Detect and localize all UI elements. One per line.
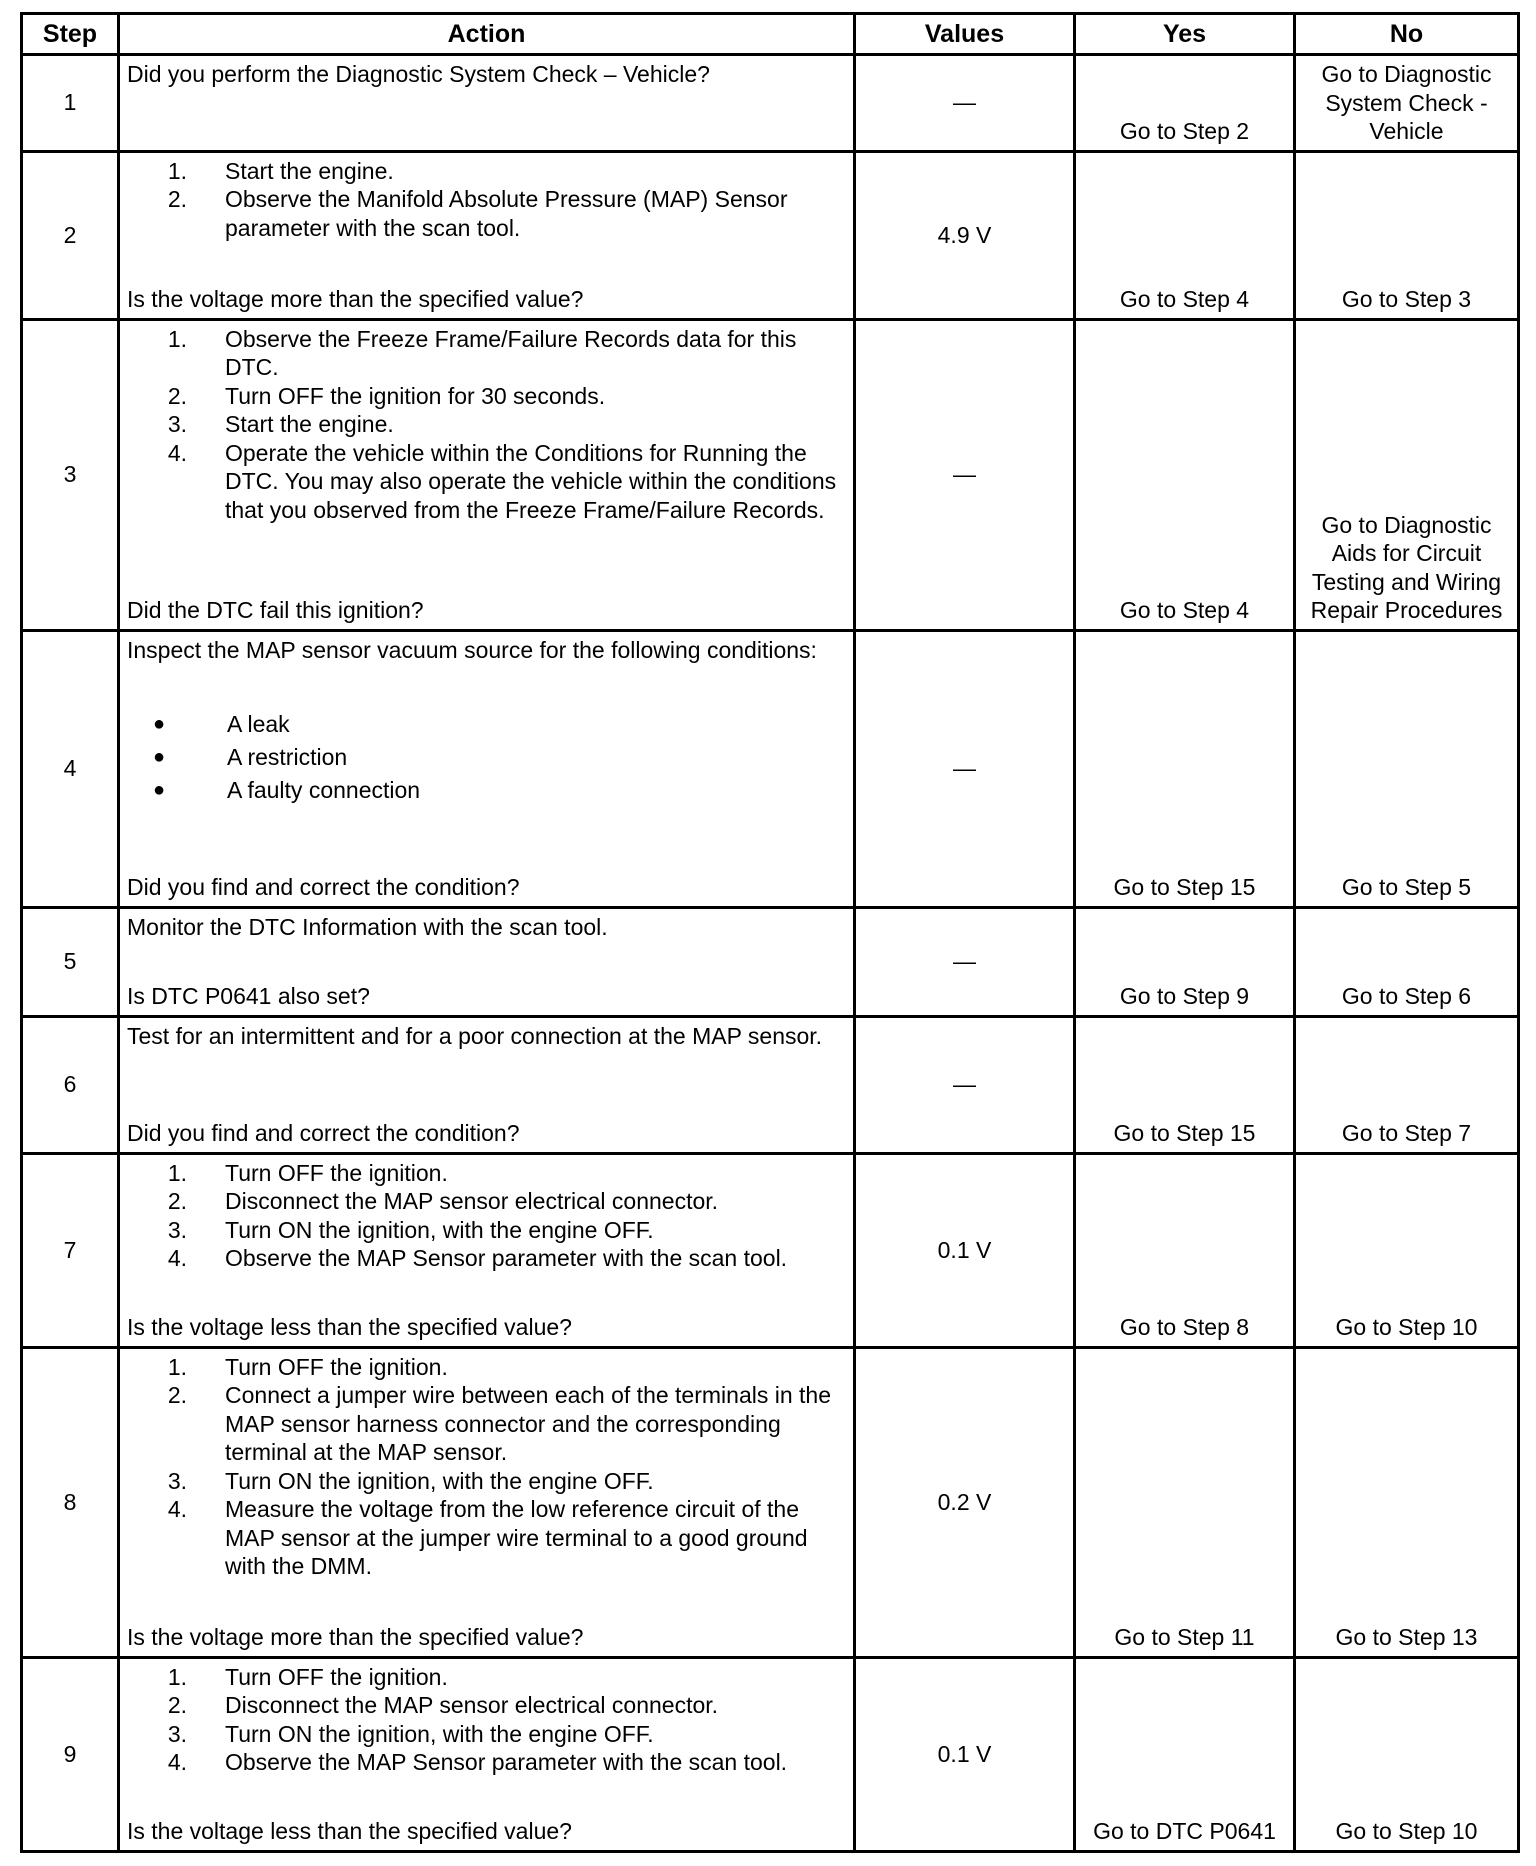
step-number: 2: [22, 151, 119, 319]
action-cell: [119, 630, 855, 907]
value-cell: 4.9 V: [855, 151, 1075, 319]
header-yes: Yes: [1075, 14, 1295, 55]
value-cell: 0.1 V: [855, 1657, 1075, 1851]
table-row: [22, 630, 1519, 907]
list-item: ● A faulty connection: [152, 777, 421, 803]
step-number: 6: [22, 1016, 119, 1153]
yes-cell: Go to Step 8: [1075, 1153, 1295, 1347]
value-cell: 0.1 V: [855, 1153, 1075, 1347]
diagnostic-table: [20, 12, 1520, 1853]
yes-cell: Go to Step 9: [1075, 907, 1295, 1016]
list-item: 4. Observe the MAP Sensor parameter with the scan tool.: [167, 1749, 788, 1775]
yes-cell: Go to Step 15: [1075, 630, 1295, 907]
step-number: 7: [22, 1153, 119, 1347]
action-cell: [119, 1347, 855, 1657]
table-header-row: [22, 14, 1519, 55]
action-cell: [119, 1657, 855, 1851]
list-item: 1. Turn OFF the ignition.: [167, 1353, 448, 1380]
table-row: [22, 1016, 1519, 1153]
no-cell: Go to Step 6: [1295, 907, 1519, 1016]
action-question: Is the voltage less than the specified value?: [127, 1818, 572, 1844]
list-item: 3. Turn ON the ignition, with the engine OFF.: [167, 1720, 654, 1747]
yes-cell: Go to Step 15: [1075, 1016, 1295, 1153]
table-row: [22, 1153, 1519, 1347]
no-cell: Go to Step 10: [1295, 1657, 1519, 1851]
action-steps: [127, 1353, 846, 1581]
yes-cell: Go to Step 4: [1075, 319, 1295, 630]
value-cell: —: [855, 55, 1075, 152]
action-question: Did you find and correct the condition?: [127, 1120, 520, 1146]
list-item: 2. Turn OFF the ignition for 30 seconds.: [167, 382, 606, 409]
action-intro: Test for an intermittent and for a poor connection at the MAP sensor.: [127, 1022, 823, 1049]
list-item: 1. Turn OFF the ignition.: [167, 1663, 448, 1690]
step-number: 8: [22, 1347, 119, 1657]
condition-list: [127, 708, 846, 807]
action-steps: [127, 1159, 846, 1273]
action-question: Is DTC P0641 also set?: [127, 983, 370, 1009]
value-cell: 0.2 V: [855, 1347, 1075, 1657]
yes-cell: Go to Step 2: [1075, 55, 1295, 152]
header-action: Action: [119, 14, 855, 55]
table-row: [22, 55, 1519, 152]
table-row: [22, 319, 1519, 630]
list-item: 1. Turn OFF the ignition.: [167, 1159, 448, 1186]
step-number: 5: [22, 907, 119, 1016]
step-number: 4: [22, 630, 119, 907]
action-cell: [119, 907, 855, 1016]
list-item: 2. Connect a jumper wire between each of the terminals in the MAP sensor harness connector and the corresponding terminal at the MAP sensor.: [167, 1382, 831, 1465]
value-cell: —: [855, 630, 1075, 907]
action-question: Is the voltage less than the specified value?: [127, 1314, 572, 1340]
action-cell: [119, 1153, 855, 1347]
action-steps: [127, 325, 846, 525]
action-question: Is the voltage more than the specified value?: [127, 286, 584, 312]
action-steps: [127, 1663, 846, 1777]
list-item: 2. Observe the Manifold Absolute Pressure (MAP) Sensor parameter with the scan tool.: [167, 186, 788, 241]
step-number: 1: [22, 55, 119, 152]
no-cell: Go to Step 5: [1295, 630, 1519, 907]
header-values: Values: [855, 14, 1075, 55]
list-item: 2. Disconnect the MAP sensor electrical connector.: [167, 1188, 719, 1214]
value-cell: —: [855, 319, 1075, 630]
no-cell: Go to Step 3: [1295, 151, 1519, 319]
no-cell: Go to Step 13: [1295, 1347, 1519, 1657]
action-cell: [119, 319, 855, 630]
list-item: 3. Start the engine.: [167, 411, 394, 437]
no-cell: Go to Diagnostic Aids for Circuit Testing and Wiring Repair Procedures: [1295, 319, 1519, 630]
list-item: 1. Start the engine.: [167, 157, 394, 184]
table-row: [22, 907, 1519, 1016]
list-item: 3. Turn ON the ignition, with the engine OFF.: [167, 1467, 654, 1494]
no-cell: Go to Diagnostic System Check - Vehicle: [1295, 55, 1519, 152]
value-cell: —: [855, 907, 1075, 1016]
list-item: 3. Turn ON the ignition, with the engine OFF.: [167, 1216, 654, 1243]
no-cell: Go to Step 10: [1295, 1153, 1519, 1347]
action-question: Did the DTC fail this ignition?: [127, 597, 424, 623]
yes-cell: Go to Step 4: [1075, 151, 1295, 319]
action-cell: [119, 1016, 855, 1153]
action-cell: [119, 55, 855, 152]
list-item: 2. Disconnect the MAP sensor electrical connector.: [167, 1692, 719, 1718]
step-number: 3: [22, 319, 119, 630]
list-item: 4. Observe the MAP Sensor parameter with the scan tool.: [167, 1245, 788, 1271]
yes-cell: Go to Step 11: [1075, 1347, 1295, 1657]
table-row: [22, 151, 1519, 319]
action-intro: Did you perform the Diagnostic System Check – Vehicle?: [127, 61, 710, 87]
action-intro: Monitor the DTC Information with the scan tool.: [127, 913, 608, 940]
list-item: 1. Observe the Freeze Frame/Failure Records data for this DTC.: [167, 325, 797, 380]
step-number: 9: [22, 1657, 119, 1851]
list-item: ● A restriction: [152, 744, 348, 770]
no-cell: Go to Step 7: [1295, 1016, 1519, 1153]
list-item: ● A leak: [152, 711, 290, 737]
action-steps: [127, 157, 846, 243]
action-question: Is the voltage more than the specified value?: [127, 1624, 584, 1650]
list-item: 4. Measure the voltage from the low reference circuit of the MAP sensor at the jumper wire terminal to a good ground with the DMM.: [167, 1496, 808, 1579]
action-question: Did you find and correct the condition?: [127, 874, 520, 900]
table-row: [22, 1657, 1519, 1851]
header-no: No: [1295, 14, 1519, 55]
action-cell: [119, 151, 855, 319]
action-intro: Inspect the MAP sensor vacuum source for the following conditions:: [127, 636, 817, 663]
yes-cell: Go to DTC P0641: [1075, 1657, 1295, 1851]
list-item: 4. Operate the vehicle within the Conditions for Running the DTC. You may also operate the vehicle within the conditions that you observed from the Freeze Frame/Failure Records.: [167, 439, 837, 523]
header-step: Step: [22, 14, 119, 55]
value-cell: —: [855, 1016, 1075, 1153]
table-row: [22, 1347, 1519, 1657]
